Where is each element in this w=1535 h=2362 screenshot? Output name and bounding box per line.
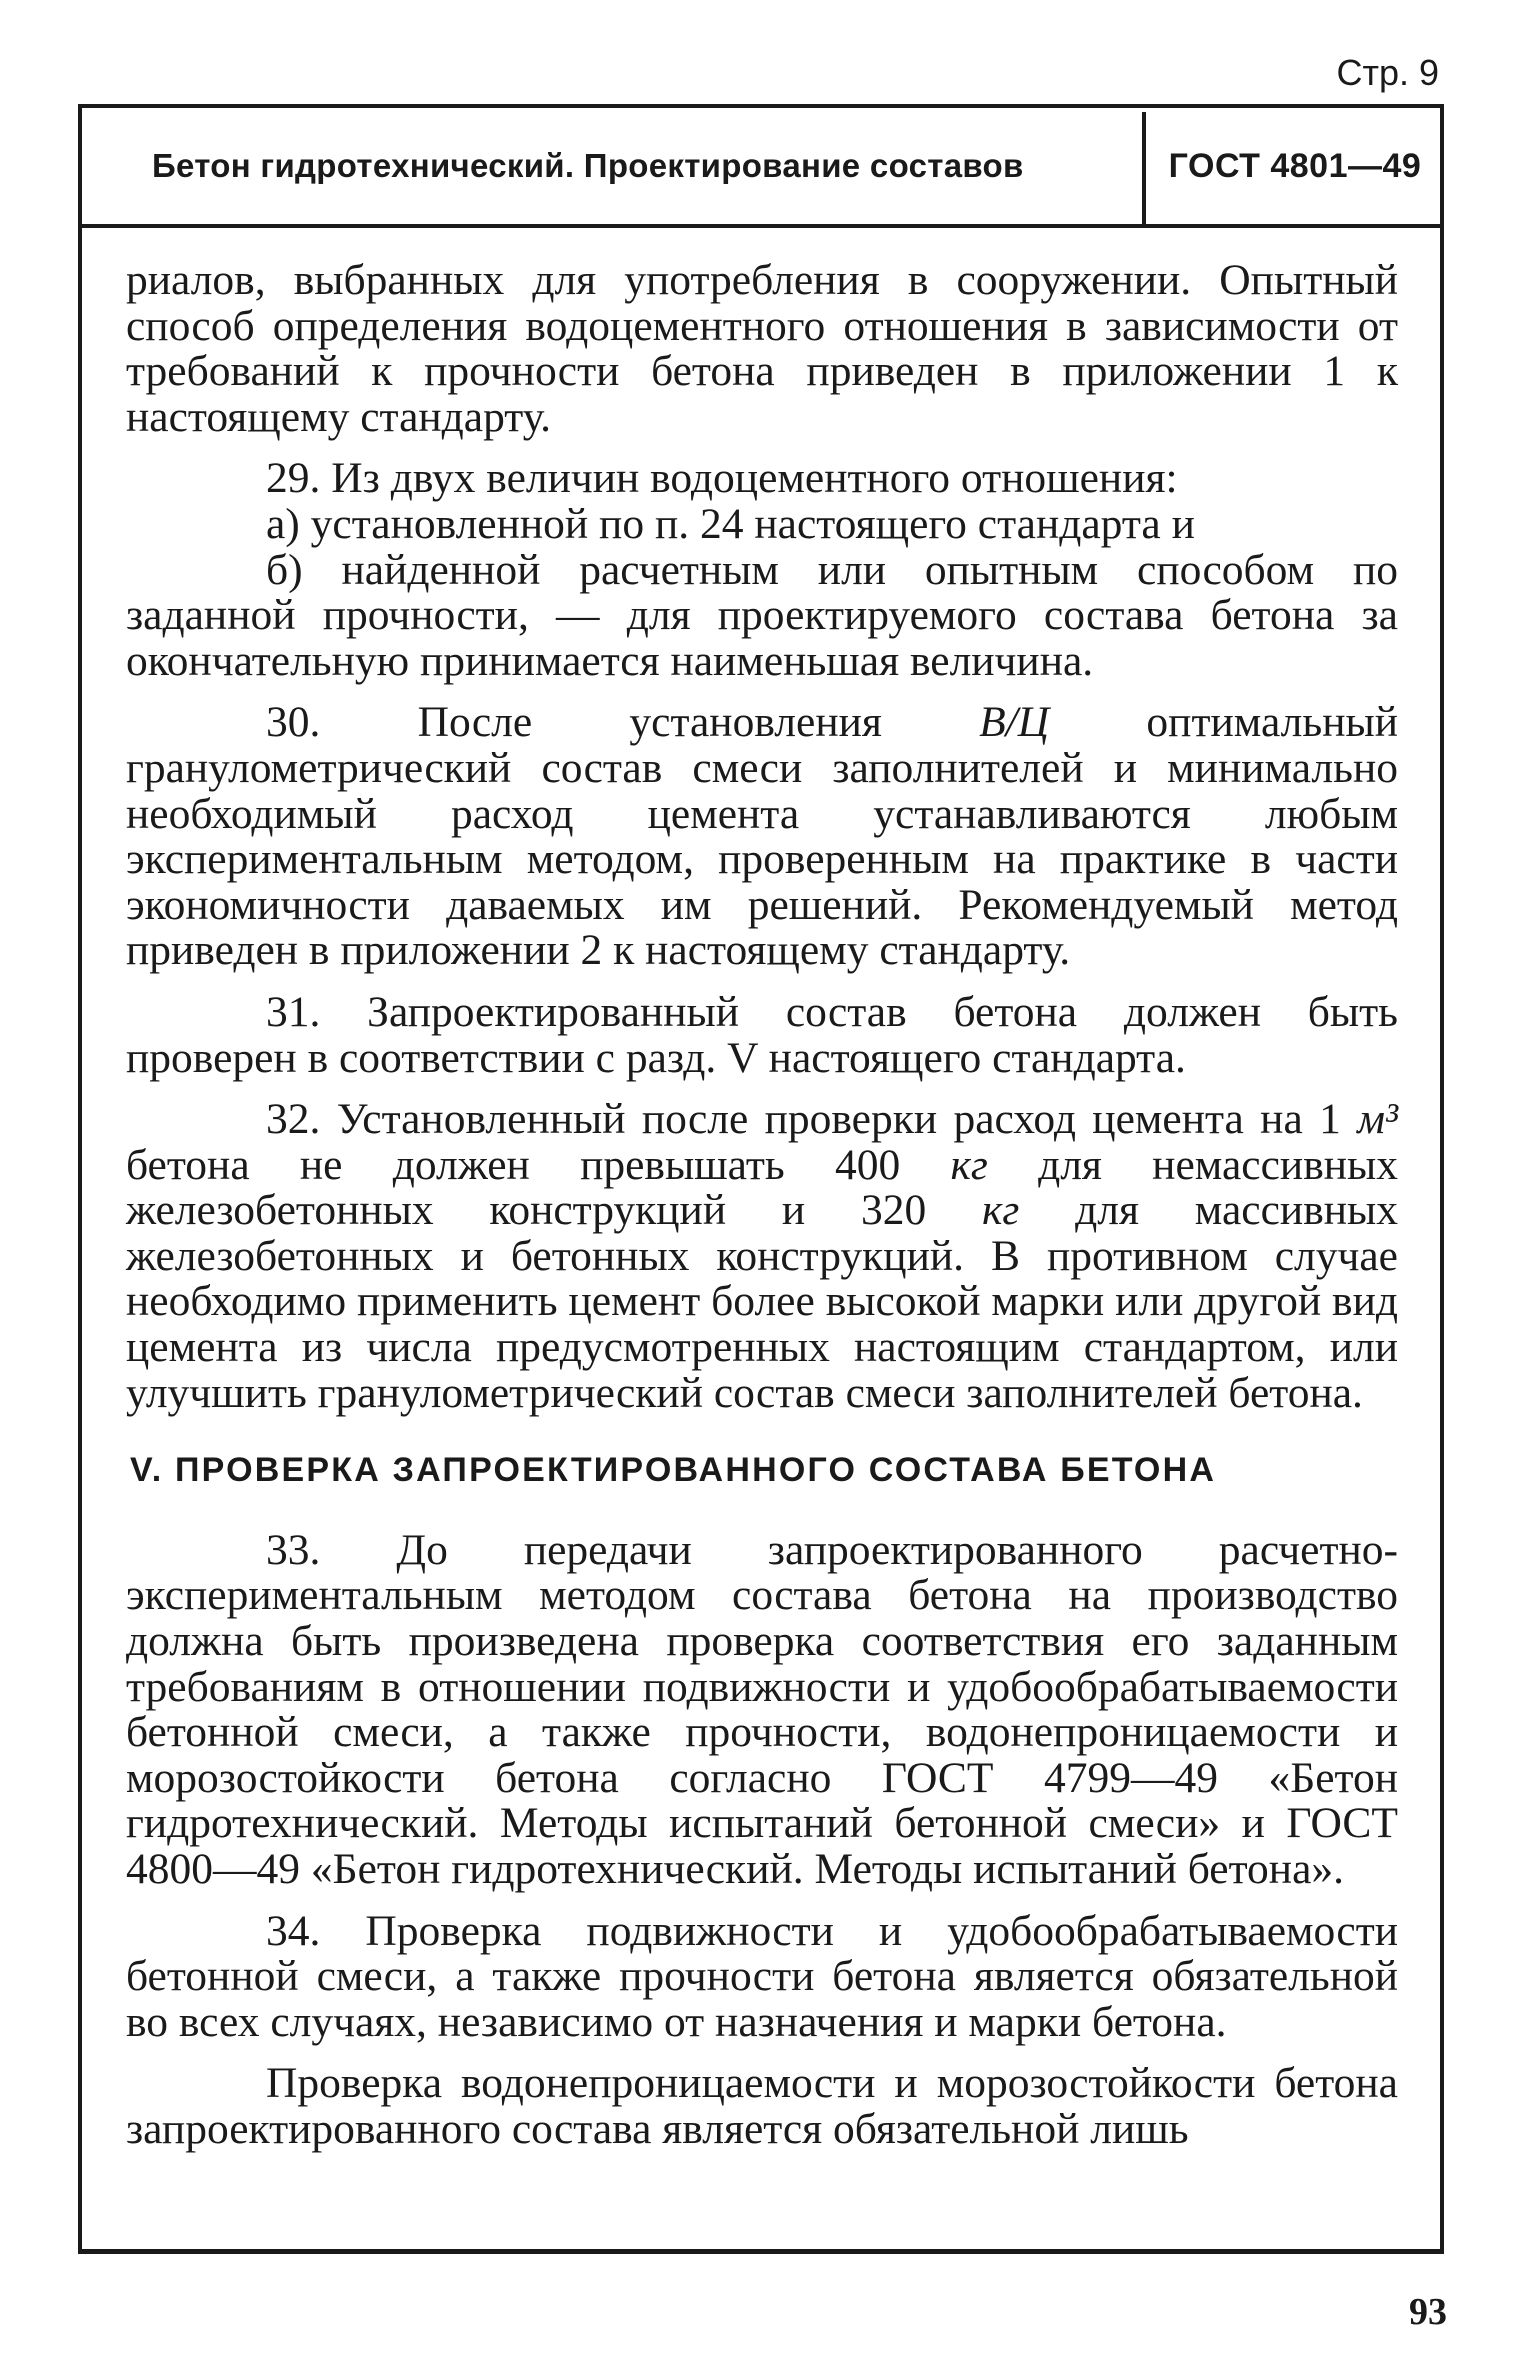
paragraph-31: 31. Запроектированный состав бетона должен быть проверен в соответствии с разд. V настоящего стандарта. [126, 987, 1398, 1082]
running-header [78, 104, 1444, 228]
paragraph-29-b: б) найденной расчетным или опытным способом по заданной прочности, — для проектируемого состава бетона за окончательную принимается наименьшая величина. [126, 545, 1398, 685]
unit-kilogram: кг [982, 1186, 1020, 1235]
unit-kilogram: кг [950, 1140, 988, 1189]
paragraph-32-part-b: бетона не должен превышать 400 [126, 1140, 951, 1189]
page-label: Стр. 9 [1336, 52, 1439, 93]
paragraph-30-rest: оптимальный гранулометрический состав смеси заполнителей и минимально необходимый расход цемента устанавливаются любым экспериментальным методом, проверенным на практике в части экономичности даваемых им решений. Рекомендуемый метод приведен в приложении 2 к настоящему стандарту. [126, 698, 1398, 975]
paragraph-35: Проверка водонепроницаемости и морозостойкости бетона запроектированного состава является обязательной лишь [126, 2059, 1398, 2153]
unit-cubic-meter: м³ [1357, 1095, 1398, 1144]
paragraph-33: 33. До передачи запроектированного расчетно-экспериментальным методом состава бетона на производство должна быть произведена проверка соответствия его заданным требованиям в отношении подвижности и удобообрабатываемости бетонной смеси, а также прочности, водонепроницаемости и морозостойкости бетона согласно ГОСТ 4799—49 «Бетон гидротехнический. Методы испытаний бетонной смеси» и ГОСТ 4800—49 «Бетон гидротехнический. Методы испытаний бетона». [126, 1525, 1398, 1893]
paragraph-29-a: а) установленной по п. 24 настоящего стандарта и [266, 499, 1195, 548]
paragraph-32 [126, 1097, 1398, 1416]
paragraph-32-part-d: для массивных железобетонных и бетонных конструкций. В противном случае необходимо применить цемент более высокой марки или другой вид цемента из числа предусмотренных настоящим стандартом, или улучшить гранулометрический состав смеси заполнителей бетона. [126, 1186, 1398, 1417]
paragraph-continuation: риалов, выбранных для употребления в сооружении. Опытный способ определения водоцементного отношения в зависимости от требований к прочности бетона приведен в приложении 1 к настоящему стандарту. [126, 256, 1398, 441]
page-number: 93 [1409, 2291, 1447, 2333]
paragraph-30-lead: 30. После установления [266, 698, 980, 747]
paragraph-30 [126, 700, 1398, 974]
paragraph-32-part-a: 32. Установленный после проверки расход цемента на 1 [266, 1095, 1358, 1144]
header-title: Бетон гидротехнический. Проектирование составов [152, 147, 1024, 184]
section-heading-v: V. ПРОВЕРКА ЗАПРОЕКТИРОВАННОГО СОСТАВА БЕТОНА [130, 1451, 1217, 1490]
paragraph-32-part-c: для немассивных железобетонных конструкций и 320 [126, 1140, 1398, 1235]
header-standard-code: ГОСТ 4801—49 [1168, 146, 1422, 185]
paragraph-34: 34. Проверка подвижности и удобообрабатываемости бетонной смеси, а также прочности бетона является обязательной во всех случаях, независимо от назначения и марки бетона. [126, 1906, 1398, 2046]
paragraph-29: 29. Из двух величин водоцементного отношения: [266, 454, 1178, 503]
body-text [126, 258, 1398, 2153]
water-cement-ratio: В/Ц [979, 698, 1050, 747]
